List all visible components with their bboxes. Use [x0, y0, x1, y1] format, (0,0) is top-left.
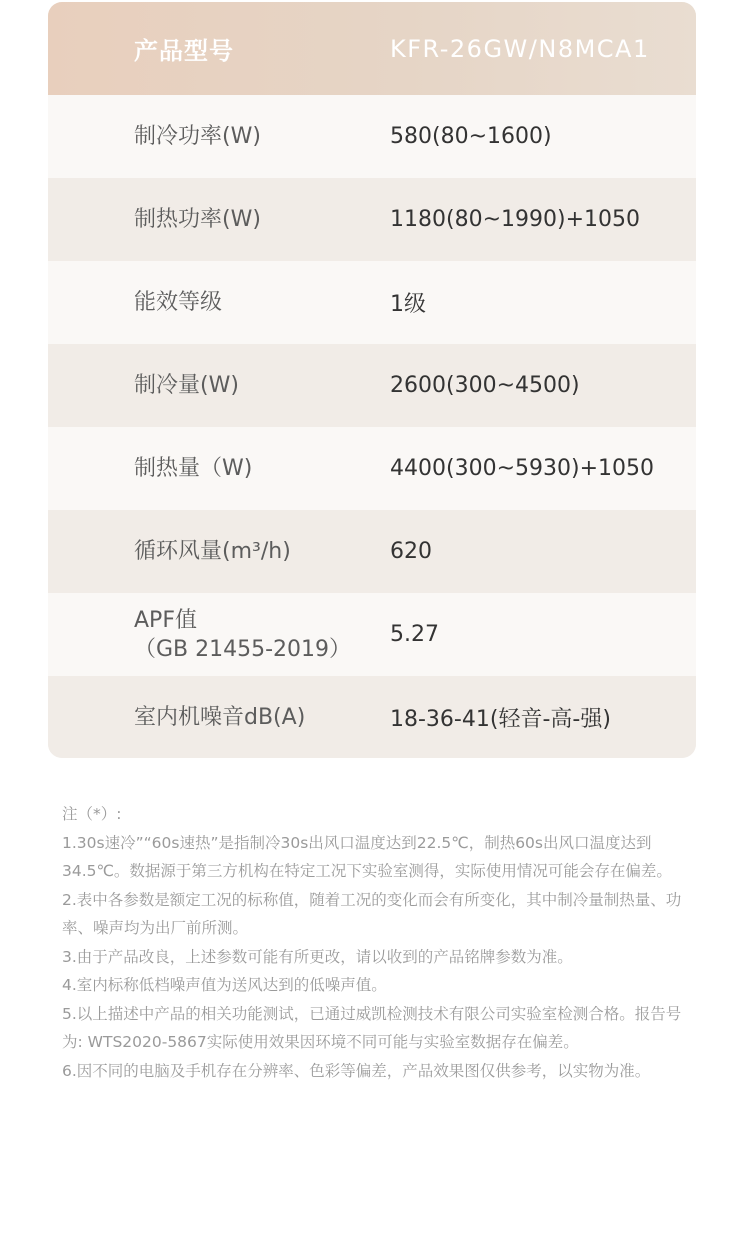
- spec-row-energy-grade: [48, 261, 696, 344]
- model-value: KFR-26GW/N8MCA1: [390, 34, 650, 63]
- spec-value: 5.27: [390, 622, 439, 647]
- spec-value: 1级: [390, 292, 426, 317]
- spec-label: 制热量（W): [134, 456, 253, 481]
- footnote-item: 6.因不同的电脑及手机存在分辨率、色彩等偏差，产品效果图仅供参考，以实物为准。: [62, 1061, 651, 1080]
- footnote-item: 2.表中各参数是额定工况的标称值，随着工况的变化而会有所变化，其中制冷量制热量、功率、噪声均为出厂前所测。: [62, 890, 682, 937]
- spec-value: 1180(80~1990)+1050: [390, 207, 640, 232]
- spec-value: 580(80~1600): [390, 124, 552, 149]
- footnote-item: 5.以上描述中产品的相关功能测试，已通过威凯检测技术有限公司实验室检测合格。报告号为: WTS2020-5867实际使用效果因环境不同可能与实验室数据存在偏差。: [62, 1004, 682, 1051]
- spec-row-heating-power: [48, 178, 696, 261]
- spec-row-heating-capacity: [48, 427, 696, 510]
- spec-header-row: [48, 2, 696, 95]
- spec-row-indoor-noise: [48, 676, 696, 758]
- spec-label-line-1: APF值: [134, 607, 197, 633]
- spec-row-airflow: [48, 510, 696, 593]
- footnote-item: 3.由于产品改良，上述参数可能有所更改，请以收到的产品铭牌参数为准。: [62, 947, 573, 966]
- spec-row-cooling-capacity: [48, 344, 696, 427]
- footnotes-title: 注（*）:: [62, 805, 122, 823]
- spec-value: 4400(300~5930)+1050: [390, 456, 654, 481]
- footnotes: [62, 800, 692, 1085]
- spec-table: [48, 2, 696, 758]
- footnote-item: 4.室内标称低档噪声值为送风达到的低噪声值。: [62, 976, 387, 994]
- model-label: 产品型号: [134, 37, 234, 65]
- spec-label: 循环风量(m³/h): [134, 539, 291, 564]
- spec-label-multiline: [48, 606, 390, 664]
- spec-label: 能效等级: [134, 290, 223, 315]
- footnote-item: 1.30s速冷”“60s速热”是指制冷30s出风口温度达到22.5℃，制热60s出风口温度达到34.5℃。数据源于第三方机构在特定工况下实验室测得，实际使用情况可能会存在偏差。: [62, 833, 672, 880]
- spec-label-line-2: （GB 21455-2019）: [134, 636, 352, 662]
- spec-label: 室内机噪音dB(A): [134, 705, 306, 730]
- spec-row-cooling-power: [48, 95, 696, 178]
- spec-row-apf: [48, 593, 696, 676]
- spec-label: 制冷量(W): [134, 373, 239, 398]
- spec-label: 制冷功率(W): [134, 124, 261, 149]
- spec-value: 18-36-41(轻音-高-强): [390, 707, 611, 732]
- spec-label: 制热功率(W): [134, 207, 261, 232]
- spec-value: 2600(300~4500): [390, 373, 580, 398]
- spec-value: 620: [390, 539, 432, 564]
